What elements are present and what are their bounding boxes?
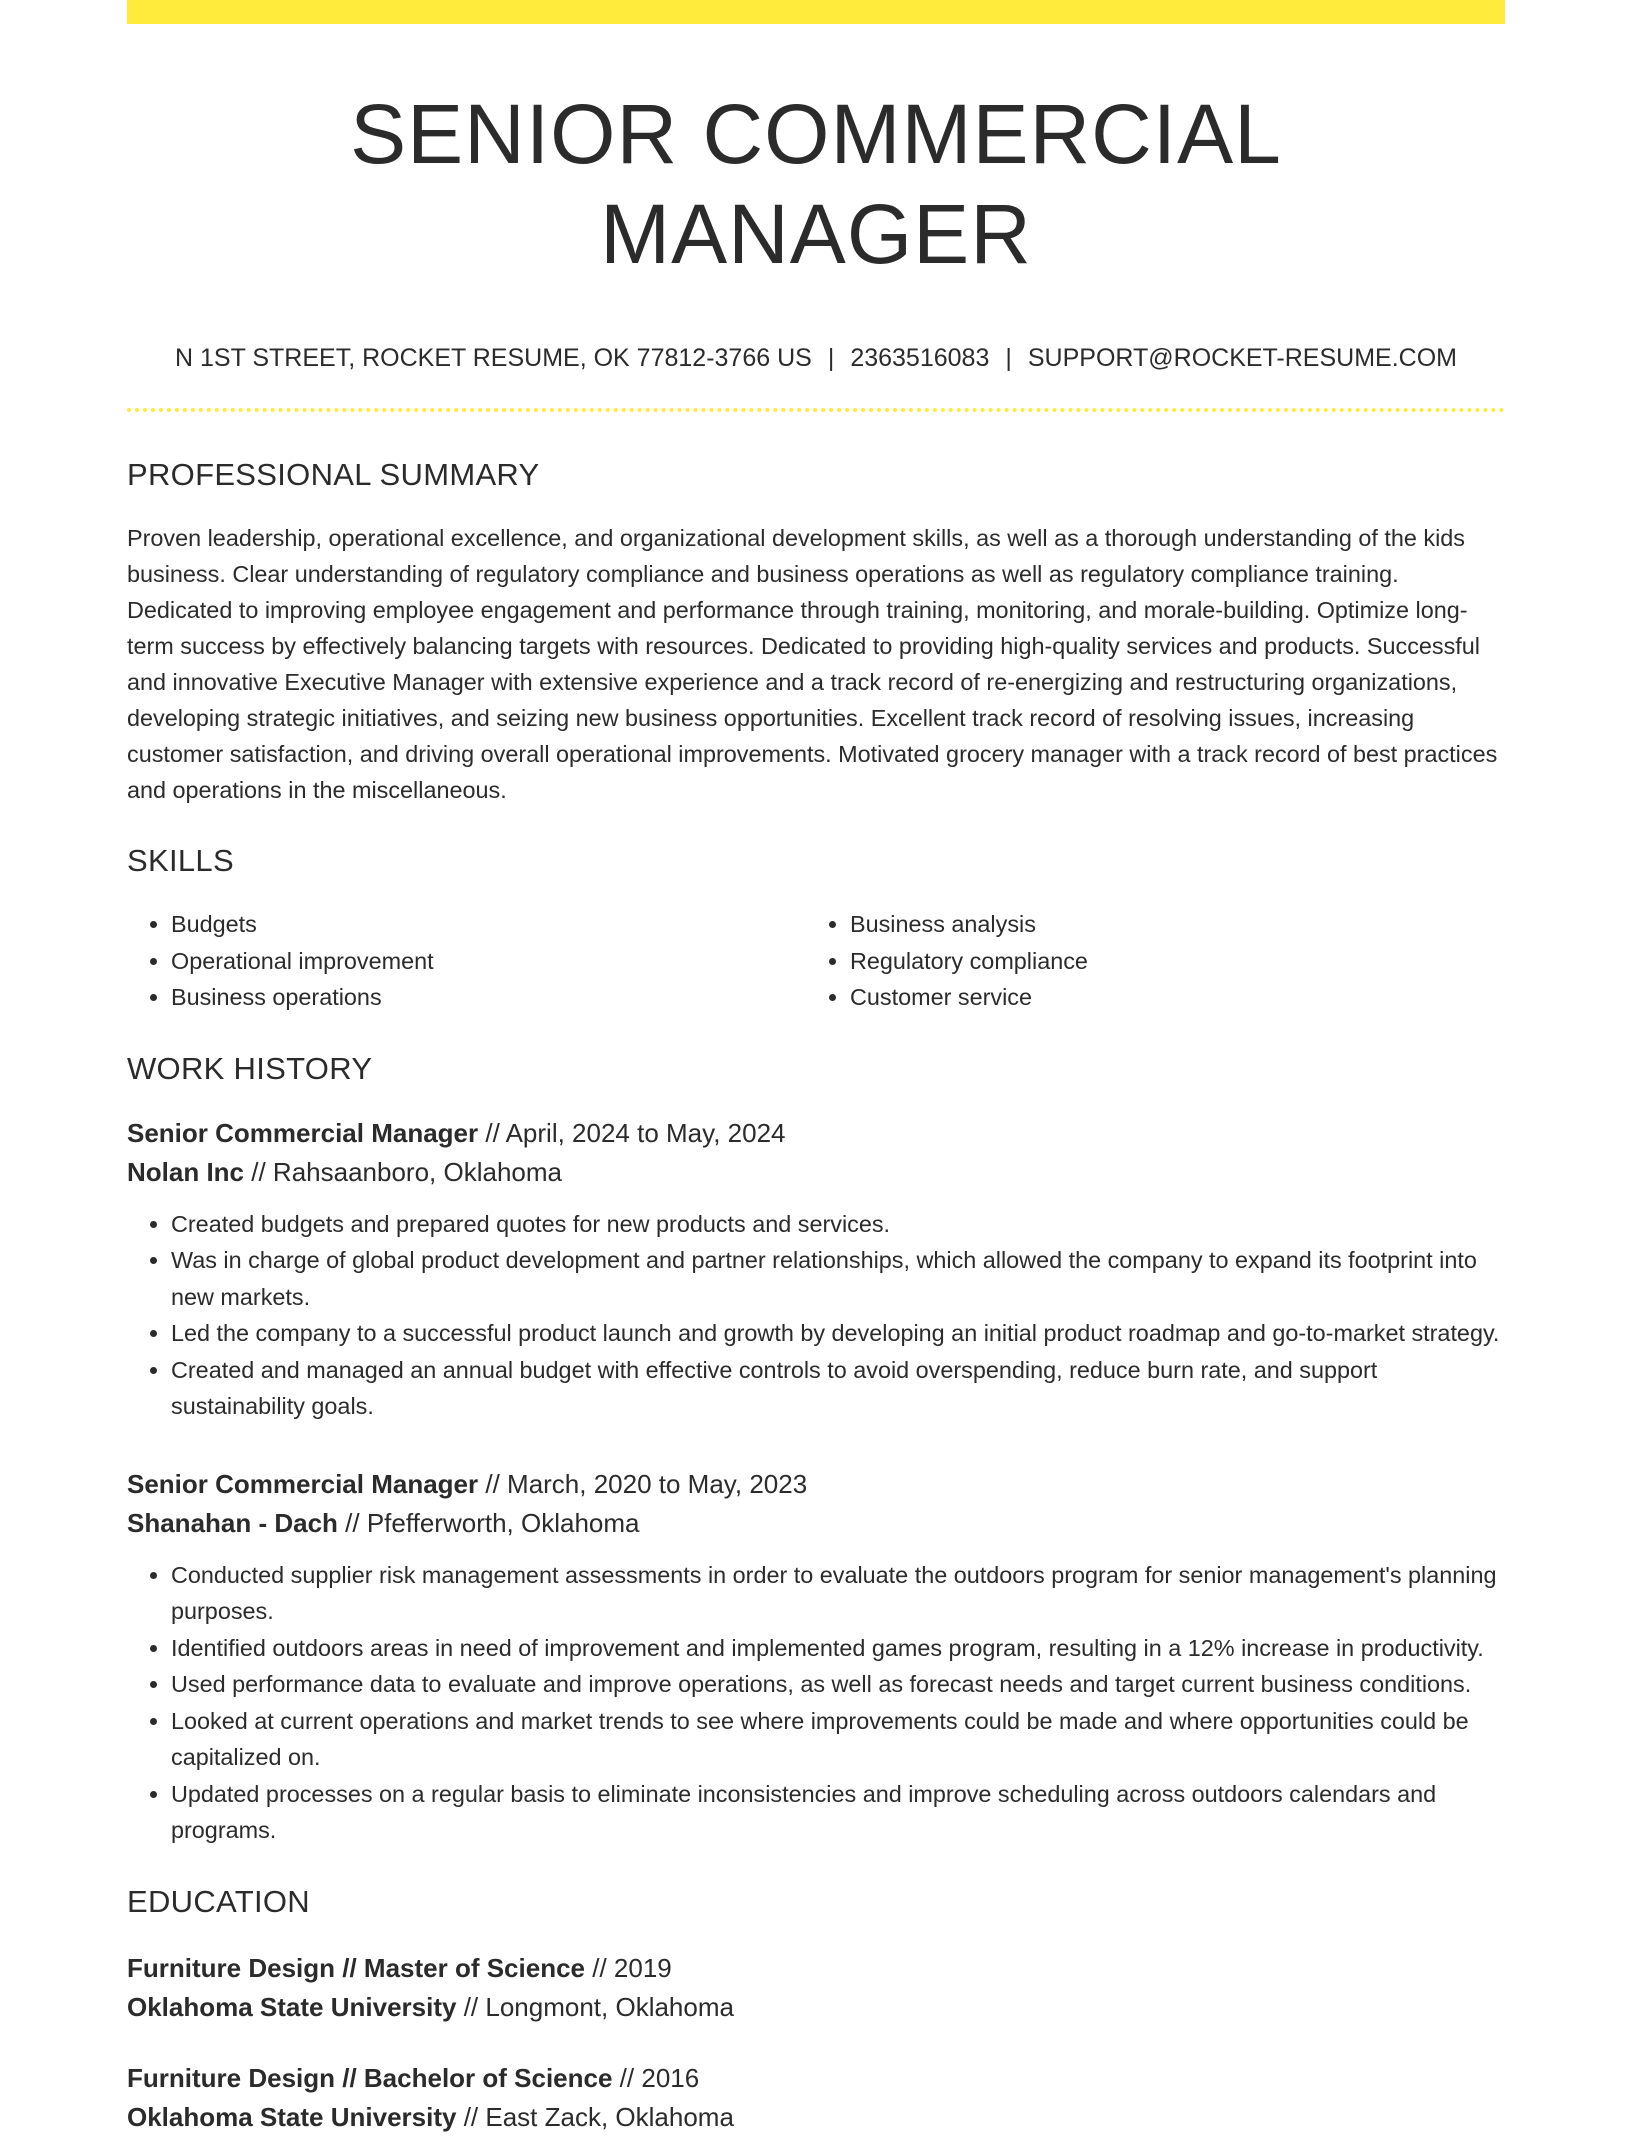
dotted-divider <box>127 408 1505 412</box>
contact-line <box>127 342 1505 374</box>
job-entry <box>127 1465 1505 1543</box>
graduation-year: 2019 <box>613 1952 672 1983</box>
skills-column-right <box>806 906 1485 1016</box>
job-role: Senior Commercial Manager <box>127 1117 479 1148</box>
education-entry <box>127 1949 1505 2027</box>
work-history-heading: WORK HISTORY <box>127 1050 373 1086</box>
skill-item: • Budgets <box>171 906 806 943</box>
resume-name: SENIOR COMMERCIAL MANAGER <box>350 87 1282 281</box>
summary-heading: PROFESSIONAL SUMMARY <box>127 457 540 492</box>
resume-page <box>127 0 1505 2137</box>
skill-item: • Business operations <box>171 979 806 1016</box>
job-title-line: Senior Commercial Manager // April, 2024 to May, 2024 <box>127 1117 786 1148</box>
skills-column-left <box>127 906 806 1016</box>
contact-separator: | <box>827 344 835 372</box>
job-company-line: Nolan Inc // Rahsaanboro, Oklahoma <box>127 1156 562 1187</box>
job-entry <box>127 1114 1505 1192</box>
job-dates: April, 2024 to May, 2024 <box>505 1117 786 1148</box>
degree: Furniture Design // Master of Science <box>127 1952 585 1983</box>
skill-item: • Operational improvement <box>171 943 806 980</box>
education-heading: EDUCATION <box>127 1883 310 1919</box>
contact-separator: | <box>1005 344 1012 372</box>
skill-item: • Business analysis <box>850 906 1485 943</box>
degree: Furniture Design // Bachelor of Science <box>127 2062 613 2093</box>
job-bullets <box>127 1206 1505 1425</box>
school-location: Longmont, Oklahoma <box>485 1991 734 2022</box>
job-company: Nolan Inc <box>127 1156 245 1187</box>
top-accent-bar <box>127 0 1505 24</box>
graduation-year: 2016 <box>641 2062 700 2093</box>
skills-heading: SKILLS <box>127 843 234 878</box>
school: Oklahoma State University <box>127 2101 457 2132</box>
job-title-line: Senior Commercial Manager // March, 2020 to May, 2023 <box>127 1468 808 1499</box>
job-company-line: Shanahan - Dach // Pfefferworth, Oklahoma <box>127 1507 640 1538</box>
job-bullets <box>127 1557 1505 1849</box>
job-bullet: • Created and managed an annual budget with effective controls to avoid overspending, reduce burn rate, and support sustainability goals. <box>171 1352 1505 1425</box>
skill-item: • Customer service <box>850 979 1485 1016</box>
job-bullet: • Was in charge of global product development and partner relationships, which allowed the company to expand its footprint into new markets. <box>171 1242 1505 1315</box>
contact-address: N 1ST STREET, ROCKET RESUME, OK 77812-3766 US <box>175 344 812 372</box>
job-location: Pfefferworth, Oklahoma <box>366 1507 640 1538</box>
job-role: Senior Commercial Manager <box>127 1468 479 1499</box>
school-location: East Zack, Oklahoma <box>485 2101 734 2132</box>
school-line: Oklahoma State University // East Zack, Oklahoma <box>127 2101 734 2132</box>
contact-email: SUPPORT@ROCKET-RESUME.COM <box>1027 344 1457 372</box>
skill-item: • Regulatory compliance <box>850 943 1485 980</box>
job-bullet: • Led the company to a successful product launch and growth by developing an initial product roadmap and go-to-market strategy. <box>171 1315 1505 1352</box>
job-bullet: • Looked at current operations and market trends to see where improvements could be made and where opportunities could be capitalized on. <box>171 1703 1505 1776</box>
job-bullet: • Conducted supplier risk management assessments in order to evaluate the outdoors program for senior management's planning purposes. <box>171 1557 1505 1630</box>
job-bullet: • Updated processes on a regular basis to eliminate inconsistencies and improve scheduling across outdoors calendars and programs. <box>171 1776 1505 1849</box>
degree-line: Furniture Design // Bachelor of Science // 2016 <box>127 2062 700 2093</box>
contact-phone: 2363516083 <box>850 344 990 372</box>
job-bullet: • Identified outdoors areas in need of improvement and implemented games program, resulting in a 12% increase in productivity. <box>171 1630 1505 1667</box>
summary-text: Proven leadership, operational excellence, and organizational development skills, as well as a thorough understanding of the kids business. Clear understanding of regulatory compliance and business operations as well as regulatory compliance training. Dedicated to improving employee engagement and performance through training, monitoring, and morale-building. Optimize long-term success by effectively balancing targets with resources. Dedicated to providing high-quality services and products. Successful and innovative Executive Manager with extensive experience and a track record of re-energizing and restructuring organizations, developing strategic initiatives, and seizing new business opportunities. Excellent track record of resolving issues, increasing customer satisfaction, and driving overall operational improvements. Motivated grocery manager with a track record of best practices and operations in the miscellaneous. <box>127 525 1498 803</box>
job-bullet: • Used performance data to evaluate and improve operations, as well as forecast needs and target current business conditions. <box>171 1666 1505 1703</box>
job-bullet: • Created budgets and prepared quotes for new products and services. <box>171 1206 1505 1243</box>
degree-line: Furniture Design // Master of Science // 2019 <box>127 1952 672 1983</box>
skills-list <box>127 906 1505 1016</box>
job-dates: March, 2020 to May, 2023 <box>507 1468 808 1499</box>
school: Oklahoma State University <box>127 1991 457 2022</box>
job-company: Shanahan - Dach <box>127 1507 338 1538</box>
school-line: Oklahoma State University // Longmont, Oklahoma <box>127 1991 734 2022</box>
job-location: Rahsaanboro, Oklahoma <box>272 1156 562 1187</box>
education-entry <box>127 2059 1505 2137</box>
